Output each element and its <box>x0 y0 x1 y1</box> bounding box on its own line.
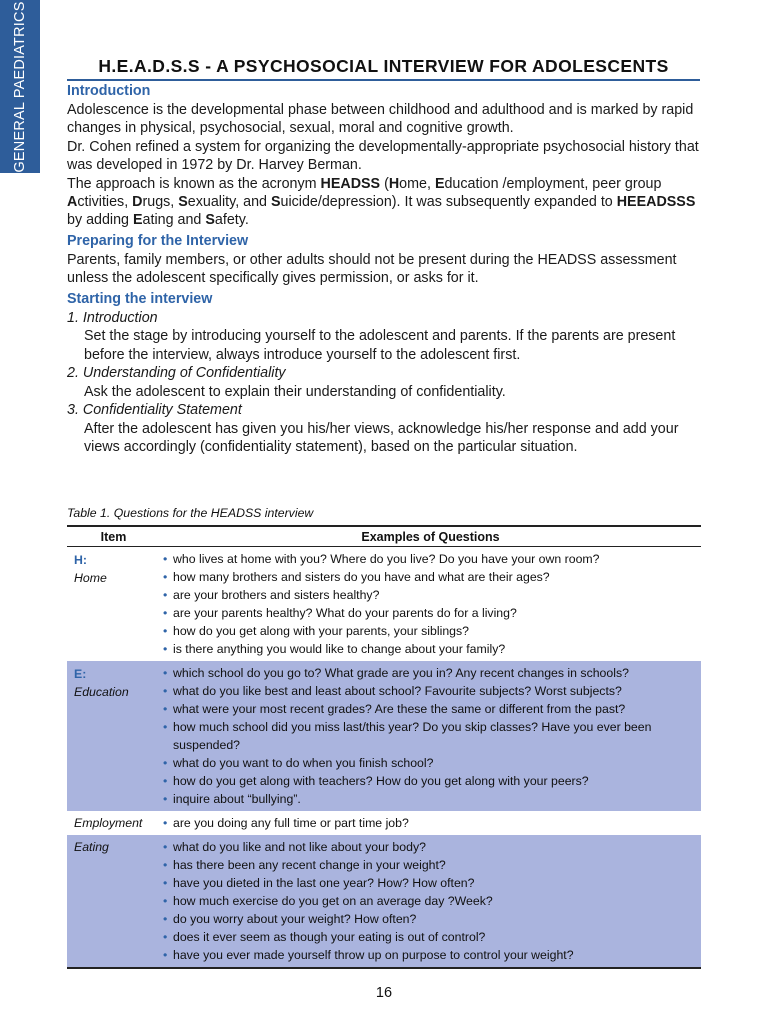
item-label-eating: Eating <box>74 840 109 854</box>
list-item: • how much school did you miss last/this year? Do you skip classes? Have you ever been suspended? <box>160 718 701 754</box>
list-item: • are your parents healthy? What do your parents do for a living? <box>160 604 701 622</box>
table-row-education <box>67 661 701 811</box>
list-item: • are your brothers and sisters healthy? <box>160 586 701 604</box>
education-question-list <box>160 661 701 811</box>
list-item: • do you worry about your weight? How often? <box>160 910 701 928</box>
headss-questions-table <box>67 525 701 969</box>
table-row-home <box>67 547 701 662</box>
section-side-tab <box>0 0 40 173</box>
prep-paragraph: Parents, family members, or other adults should not be present during the HEADSS assessment unless the adolescent specifically gives permission, or asks for it. <box>67 251 677 287</box>
item-code-education: E: <box>74 667 87 681</box>
document-body <box>67 82 707 456</box>
page-number: 16 <box>375 985 393 1001</box>
list-item: • who lives at home with you? Where do you live? Do you have your own room? <box>160 550 701 568</box>
item-code-home: H: <box>74 553 87 567</box>
item-label-home: Home <box>74 571 107 585</box>
step-1-text: Set the stage by introducing yourself to the adolescent and parents. If the parents are present before the interview, always introduce yourself to the adolescent first. <box>84 328 676 363</box>
table-caption: Table 1. Questions for the HEADSS interview <box>67 506 314 520</box>
intro-paragraph-1: Adolescence is the developmental phase between childhood and adulthood and is marked by rapid changes in physical, psychosocial, sexual, moral and cognitive growth. <box>67 102 694 137</box>
list-item: • have you dieted in the last one year? How? How often? <box>160 874 701 892</box>
list-item: • does it ever seem as though your eating is out of control? <box>160 928 701 946</box>
list-item: • what do you want to do when you finish school? <box>160 754 701 772</box>
home-question-list <box>160 547 701 661</box>
eating-question-list <box>160 835 701 967</box>
list-item: • how many brothers and sisters do you have and what are their ages? <box>160 568 701 586</box>
step-2-title: 2. Understanding of Confidentiality <box>67 365 286 382</box>
intro-heading: Introduction <box>67 83 151 99</box>
step-1-title: 1. Introduction <box>67 309 158 326</box>
page-title: H.E.A.D.S.S - A PSYCHOSOCIAL INTERVIEW FOR ADOLESCENTS <box>67 56 700 81</box>
intro-paragraph-3: The approach is known as the acronym HEADSS (Home, Education /employment, peer group Activities, Drugs, Sexuality, and Suicide/depression). It was subsequently expanded to HEEADSSS by adding Eating and Safety. <box>67 175 696 229</box>
list-item: • has there been any recent change in your weight? <box>160 856 701 874</box>
start-heading: Starting the interview <box>67 290 213 307</box>
table-row-eating <box>67 835 701 968</box>
step-2-text: Ask the adolescent to explain their understanding of confidentiality. <box>84 383 506 400</box>
col-header-item: Item <box>67 526 160 547</box>
table-row-employment <box>67 811 701 835</box>
list-item: • how do you get along with teachers? How do you get along with your peers? <box>160 772 701 790</box>
list-item: • what do you like and not like about your body? <box>160 838 701 856</box>
list-item: • inquire about “bullying”. <box>160 790 701 808</box>
list-item: • what do you like best and least about school? Favourite subjects? Worst subjects? <box>160 682 701 700</box>
step-3-text: After the adolescent has given you his/her views, acknowledge his/her response and add your views accordingly (confidentiality statement), based on the particular situation. <box>84 420 679 456</box>
intro-paragraph-2: Dr. Cohen refined a system for organizing the developmentally-appropriate psychosocial history that was developed in 1972 by Dr. Harvey Berman. <box>67 138 699 174</box>
section-side-tab-label: GENERAL PAEDIATRICS <box>12 0 28 173</box>
list-item: • have you ever made yourself throw up on purpose to control your weight? <box>160 946 701 964</box>
item-label-education: Education <box>74 685 129 699</box>
col-header-examples: Examples of Questions <box>160 526 701 547</box>
list-item: • what were your most recent grades? Are these the same or different from the past? <box>160 700 701 718</box>
prep-heading: Preparing for the Interview <box>67 232 249 249</box>
list-item: • are you doing any full time or part time job? <box>160 814 701 832</box>
list-item: • which school do you go to? What grade are you in? Any recent changes in schools? <box>160 664 701 682</box>
list-item: • how much exercise do you get on an average day ?Week? <box>160 892 701 910</box>
list-item: • is there anything you would like to change about your family? <box>160 640 701 658</box>
employment-question-list <box>160 811 701 835</box>
item-label-employment: Employment <box>74 816 143 830</box>
list-item: • how do you get along with your parents, your siblings? <box>160 622 701 640</box>
step-3-title: 3. Confidentiality Statement <box>67 402 242 419</box>
